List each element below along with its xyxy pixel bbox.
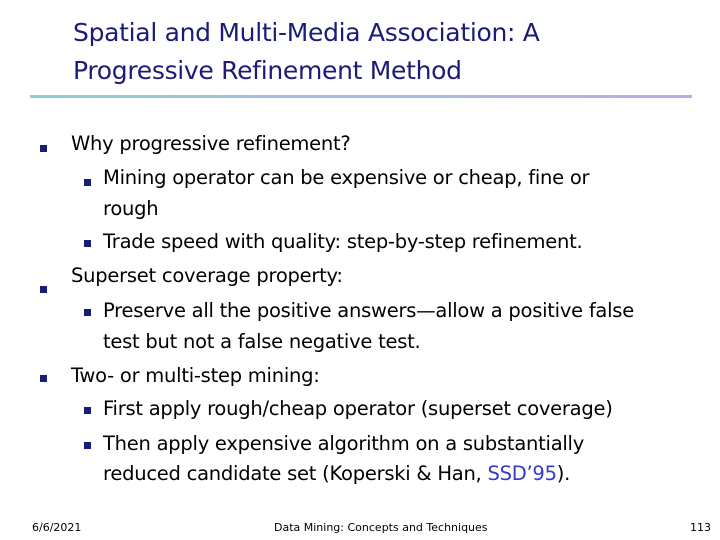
bullet-square-icon bbox=[84, 407, 91, 414]
bullet-2-text: Superset coverage property: bbox=[71, 264, 343, 287]
sub-bullet-3-2-line-1: Then apply expensive algorithm on a substantially bbox=[103, 432, 585, 455]
slide-title-line-2: Progressive Refinement Method bbox=[73, 56, 462, 85]
bullet-square-icon bbox=[40, 145, 47, 152]
sub-bullet-1-1-line-1: Mining operator can be expensive or cheap, fine or bbox=[103, 166, 590, 189]
footer-title: Data Mining: Concepts and Techniques bbox=[274, 521, 488, 534]
bullet-1-text: Why progressive refinement? bbox=[71, 132, 351, 155]
sub-bullet-1-2-line-1: Trade speed with quality: step-by-step refinement. bbox=[103, 230, 583, 253]
footer-date: 6/6/2021 bbox=[32, 521, 82, 534]
sub-bullet-1-1-line-2: rough bbox=[103, 197, 159, 220]
bullet-square-icon bbox=[40, 286, 47, 293]
sub-bullet-3-2-line-2 bbox=[103, 462, 570, 486]
sub-bullet-2-1-line-2: test but not a false negative test. bbox=[103, 330, 421, 353]
sub-bullet-3-2-line-2-prefix: reduced candidate set (Koperski & Han, bbox=[103, 462, 488, 485]
bullet-3-text: Two- or multi-step mining: bbox=[71, 364, 320, 387]
slide-title-line-1: Spatial and Multi-Media Association: A bbox=[73, 18, 540, 47]
bullet-square-icon bbox=[84, 179, 91, 186]
sub-bullet-3-2-line-2-suffix: ). bbox=[556, 462, 571, 485]
bullet-square-icon bbox=[84, 442, 91, 449]
ssd95-link[interactable]: SSD’95 bbox=[487, 462, 557, 485]
sub-bullet-3-1-line-1: First apply rough/cheap operator (superset coverage) bbox=[103, 397, 613, 420]
bullet-square-icon bbox=[84, 309, 91, 316]
bullet-square-icon bbox=[40, 375, 47, 382]
page-number: 113 bbox=[690, 521, 711, 534]
bullet-square-icon bbox=[84, 240, 91, 247]
sub-bullet-2-1-line-1: Preserve all the positive answers—allow a positive false bbox=[103, 299, 634, 322]
